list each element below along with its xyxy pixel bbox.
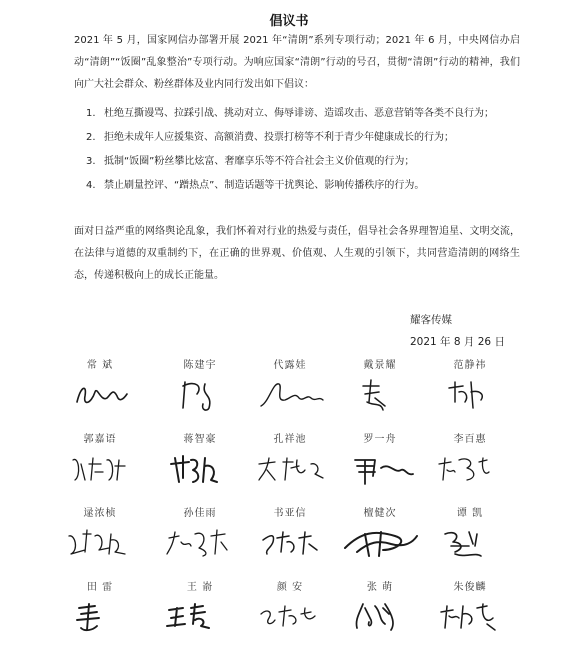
signatory bbox=[55, 578, 145, 642]
signature-grid bbox=[55, 356, 525, 656]
item-text: 禁止刷量控评、“蹭热点”、制造话题等干扰舆论、影响传播秩序的行为。 bbox=[104, 180, 425, 191]
handwritten-signature bbox=[425, 446, 515, 490]
signatory-name: 朱俊麟 bbox=[453, 582, 487, 593]
handwritten-signature bbox=[245, 372, 335, 416]
closing-paragraph: 面对日益严重的网络舆论乱象，我们怀着对行业的热爱与责任，倡导社会各界理智追星、文明交流，在法律与道德的双重制约下，在正确的世界观、价值观、人生观的引领下，共同营造清朗的网络生态，传递积极向上的成长正能量。 bbox=[74, 226, 520, 281]
signatory-name: 郭嘉语 bbox=[83, 434, 117, 445]
signatory-name: 戴景耀 bbox=[363, 360, 397, 371]
signatory-name: 蒋智豪 bbox=[183, 434, 217, 445]
signatory-name: 常 斌 bbox=[86, 360, 114, 371]
intro-paragraph: 2021 年 5 月，国家网信办部署开展 2021 年“清朗”系列专项行动；2021 年 6 月，中央网信办启动“清朗”“饭圈”乱象整治”专项行动。为响应国家“清朗”行动的号召，贯彻“清朗”行动的精神，我们向广大社会群众、粉丝群体及业内同行发出如下倡议： bbox=[74, 35, 520, 90]
signatory bbox=[335, 356, 425, 420]
handwritten-signature bbox=[335, 520, 425, 564]
handwritten-signature bbox=[245, 594, 335, 638]
signatory bbox=[425, 578, 515, 642]
item-number: 1. bbox=[86, 108, 96, 119]
handwritten-signature bbox=[245, 520, 335, 564]
handwritten-signature bbox=[425, 372, 515, 416]
signatory-name: 逯浓桢 bbox=[83, 508, 117, 519]
signatory-name: 范静祎 bbox=[453, 360, 487, 371]
handwritten-signature bbox=[55, 594, 145, 638]
proposal-item bbox=[86, 150, 526, 174]
signatory-name: 孔祥池 bbox=[273, 434, 307, 445]
handwritten-signature bbox=[245, 446, 335, 490]
item-number: 4. bbox=[86, 180, 96, 191]
item-text: 杜绝互撕谩骂、拉踩引战、挑动对立、侮辱诽谤、造谣攻击、恶意营销等各类不良行为； bbox=[104, 108, 494, 119]
handwritten-signature bbox=[155, 372, 245, 416]
handwritten-signature bbox=[335, 372, 425, 416]
signatory-name: 代露娃 bbox=[273, 360, 307, 371]
proposal-list bbox=[86, 102, 526, 198]
signatory bbox=[335, 578, 425, 642]
signatory-name: 檀健次 bbox=[363, 508, 397, 519]
item-text: 拒绝未成年人应援集资、高额消费、投票打榜等不利于青少年健康成长的行为； bbox=[104, 132, 454, 143]
document-date: 2021 年 8 月 26 日 bbox=[410, 336, 505, 348]
handwritten-signature bbox=[55, 520, 145, 564]
handwritten-signature bbox=[155, 594, 245, 638]
signatory bbox=[245, 578, 335, 642]
signatory-name: 谭 凯 bbox=[456, 508, 484, 519]
handwritten-signature bbox=[335, 446, 425, 490]
signatory-name: 书亚信 bbox=[273, 508, 307, 519]
signatory-name: 颜 安 bbox=[276, 582, 304, 593]
organization-name: 耀客传媒 bbox=[410, 314, 452, 326]
signatory bbox=[245, 356, 335, 420]
signatory-name: 王 嵛 bbox=[186, 582, 214, 593]
signatory bbox=[425, 430, 515, 494]
item-number: 3. bbox=[86, 156, 96, 167]
handwritten-signature bbox=[335, 594, 425, 638]
handwritten-signature bbox=[425, 520, 515, 564]
signatory bbox=[55, 356, 145, 420]
signatory bbox=[155, 430, 245, 494]
signatory-name: 张 萌 bbox=[366, 582, 394, 593]
handwritten-signature bbox=[425, 594, 515, 638]
signatory bbox=[425, 504, 515, 568]
proposal-item bbox=[86, 102, 526, 126]
signatory-name: 陈建宇 bbox=[183, 360, 217, 371]
signatory bbox=[245, 430, 335, 494]
signatory bbox=[245, 504, 335, 568]
signatory bbox=[425, 356, 515, 420]
signatory bbox=[155, 578, 245, 642]
signatory bbox=[55, 430, 145, 494]
signatory-name: 罗一舟 bbox=[363, 434, 397, 445]
signatory-name: 田 雷 bbox=[86, 582, 114, 593]
proposal-item bbox=[86, 126, 526, 150]
handwritten-signature bbox=[55, 372, 145, 416]
handwritten-signature bbox=[155, 446, 245, 490]
signatory bbox=[55, 504, 145, 568]
signatory-name: 李百惠 bbox=[453, 434, 487, 445]
signatory bbox=[335, 504, 425, 568]
signatory bbox=[155, 504, 245, 568]
item-number: 2. bbox=[86, 132, 96, 143]
handwritten-signature bbox=[55, 446, 145, 490]
signatory-name: 孙佳雨 bbox=[183, 508, 217, 519]
document-title: 倡议书 bbox=[269, 14, 309, 29]
signatory bbox=[335, 430, 425, 494]
item-text: 抵制“饭圈”粉丝攀比炫富、奢靡享乐等不符合社会主义价值观的行为； bbox=[104, 156, 415, 167]
handwritten-signature bbox=[155, 520, 245, 564]
signatory bbox=[155, 356, 245, 420]
proposal-item bbox=[86, 174, 526, 198]
